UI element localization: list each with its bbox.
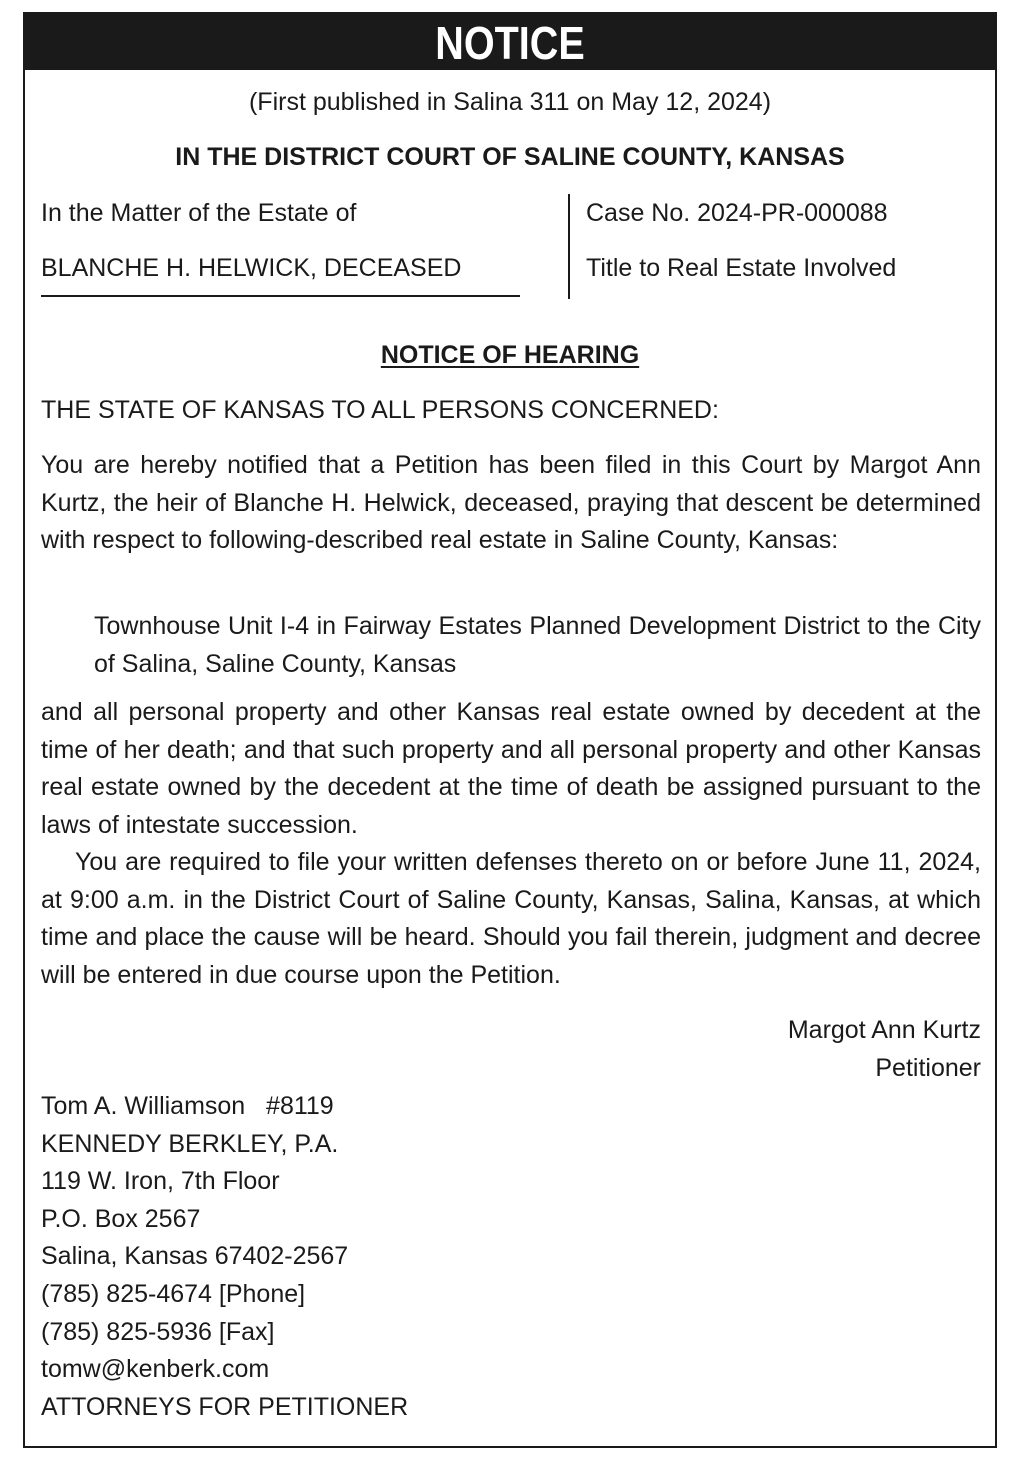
notice-banner bbox=[25, 14, 995, 70]
signature-block bbox=[625, 1012, 981, 1087]
email-address: tomw@kenberk.com bbox=[41, 1355, 270, 1384]
court-heading: IN THE DISTRICT COURT OF SALINE COUNTY, KANSAS bbox=[175, 143, 845, 171]
body-paragraph-1 bbox=[41, 447, 981, 560]
fax-number: (785) 825-5936 [Fax] bbox=[41, 1317, 275, 1346]
publication-line: (First published in Salina 311 on May 12, 2024) bbox=[248, 88, 772, 116]
property-description bbox=[94, 608, 981, 683]
case-number: Case No. 2024-PR-000088 bbox=[586, 199, 888, 227]
law-firm: KENNEDY BERKLEY, P.A. bbox=[41, 1129, 339, 1158]
phone-number: (785) 825-4674 [Phone] bbox=[41, 1279, 306, 1308]
street-address: 119 W. Iron, 7th Floor bbox=[41, 1167, 280, 1196]
petitioner-role: Petitioner bbox=[875, 1053, 981, 1082]
salutation: THE STATE OF KANSAS TO ALL PERSONS CONCERNED: bbox=[41, 396, 719, 424]
notice-title: NOTICE bbox=[435, 17, 585, 69]
property-assignment-text: and all personal property and other Kansas real estate owned by decedent at the time of her death; and that such property and all personal property and other Kansas real estate owned by the decedent at the time of death be assigned pursuant to the laws of intestate succession. bbox=[41, 698, 981, 839]
hearing-title: NOTICE OF HEARING bbox=[380, 341, 640, 369]
estate-name: BLANCHE H. HELWICK, DECEASED bbox=[41, 254, 462, 282]
petitioner-name: Margot Ann Kurtz bbox=[787, 1016, 981, 1044]
notice-frame bbox=[23, 12, 997, 1448]
defenses-text: You are required to file your written defenses thereto on or before June 11, 2024, at 9:00 a.m. in the District Court of Saline County, Kansas, Salina, Kansas, at which time and place the cause will be heard. Should you fail therein, judgment and decree will be entered in due course upon the Petition. bbox=[41, 848, 981, 989]
caption-underline bbox=[41, 295, 520, 297]
caption-divider bbox=[568, 194, 570, 299]
city-state-zip: Salina, Kansas 67402-2567 bbox=[41, 1242, 349, 1271]
po-box: P.O. Box 2567 bbox=[41, 1204, 201, 1233]
attorney-block bbox=[41, 1088, 408, 1426]
petition-text: You are hereby notified that a Petition has been filed in this Court by Margot Ann Kurtz, the heir of Blanche H. Helwick, deceased, praying that descent be determined with respect to following-described real estate in Saline County, Kansas: bbox=[41, 451, 981, 554]
body-paragraph-2 bbox=[41, 694, 981, 994]
attorneys-label: ATTORNEYS FOR PETITIONER bbox=[41, 1392, 409, 1421]
matter-line: In the Matter of the Estate of bbox=[41, 199, 357, 227]
attorney-name: Tom A. Williamson #8119 bbox=[41, 1092, 334, 1120]
case-note: Title to Real Estate Involved bbox=[586, 254, 897, 282]
property-text: Townhouse Unit I-4 in Fairway Estates Planned Development District to the City of Salina, Saline County, Kansas bbox=[94, 612, 981, 678]
